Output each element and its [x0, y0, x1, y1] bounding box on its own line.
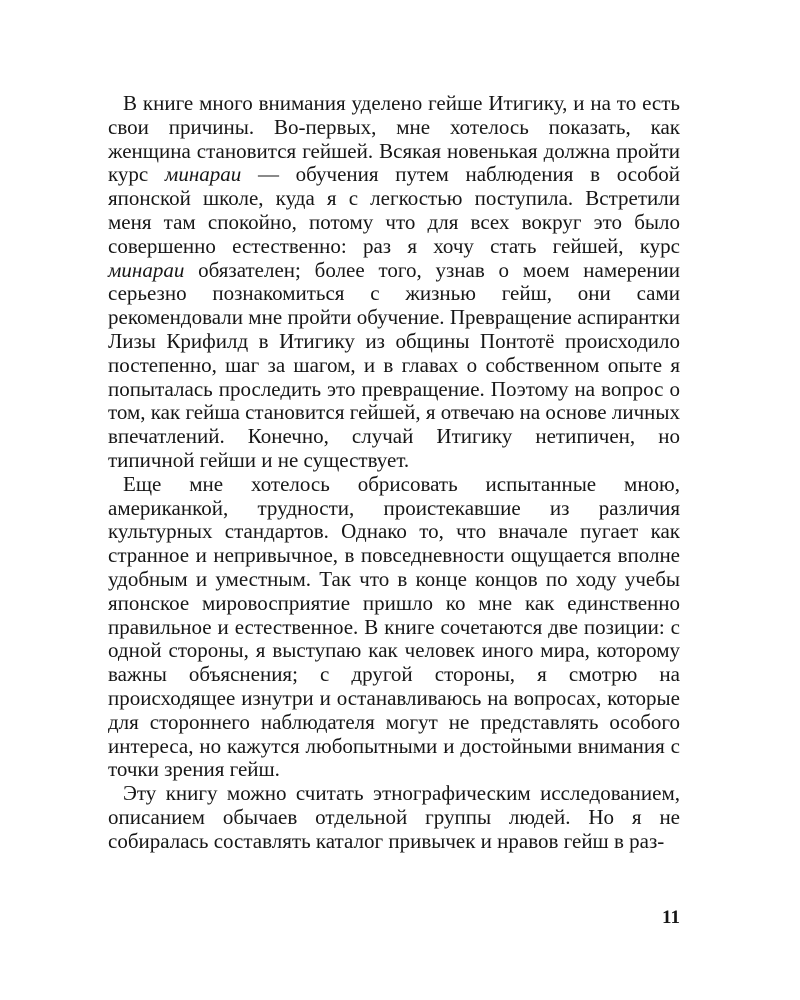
- italic-term: минараи: [164, 162, 242, 187]
- text-run: Еще мне хотелось обрисовать испытанные мною, американкой, трудности, проистекавшие из различия культурных стандартов. Однако то, что вначале пугает как странное и непривычное, в повседневности ощущается вполне удобным и уместным. Так что в конце концов по ходу учебы японское мировосприятие пришло ко мне как единственно правильное и естественное. В книге сочетаются две позиции: с одной стороны, я выступаю как человек иного мира, которому важны объяснения; с другой стороны, я смотрю на происходящее изнутри и останавливаюсь на вопросах, которые для стороннего наблюдателя могут не представлять особого интереса, но кажутся любопытными и достойными внимания с точки зрения гейш.: [108, 471, 680, 782]
- italic-term: минараи: [108, 257, 185, 282]
- text-run: Эту книгу можно считать этнографическим исследованием, описанием обычаев отдельной группы людей. Но я не собиралась составлять каталог привычек и нравов гейш в раз-: [108, 781, 680, 853]
- text-run: обязателен; более того, узнав о моем намерении серьезно познакомиться с жизнью гейш, они сами рекомендовали мне пройти обучение. Превращение аспирантки Лизы Крифилд в Итигику из общины Понтотё происходило постепенно, шаг за шагом, и в главах о собственном опыте я попыталась проследить это превращение. Поэтому на вопрос о том, как гейша становится гейшей, я отвечаю на основе личных впечатлений. Конечно, случай Итигику нетипичен, но типичной гейши и не существует.: [108, 257, 680, 472]
- body-text: [108, 92, 680, 854]
- page-number: 11: [662, 907, 680, 928]
- text-run: — обучения путем наблюдения в особой японской школе, куда я с легкостью поступила. Встретили меня там спокойно, потому что для всех вокруг это было совершенно естественно: раз я хочу стать гейшей, курс: [108, 162, 680, 258]
- text-run: В книге много внимания уделено гейше Итигику, и на то есть свои причины. Во-первых, мне хотелось показать, как женщина становится гейшей. Всякая новенькая должна пройти курс: [108, 91, 680, 187]
- paragraph-2: [108, 473, 680, 782]
- paragraph-3: [108, 782, 680, 853]
- paragraph-1: [108, 92, 680, 473]
